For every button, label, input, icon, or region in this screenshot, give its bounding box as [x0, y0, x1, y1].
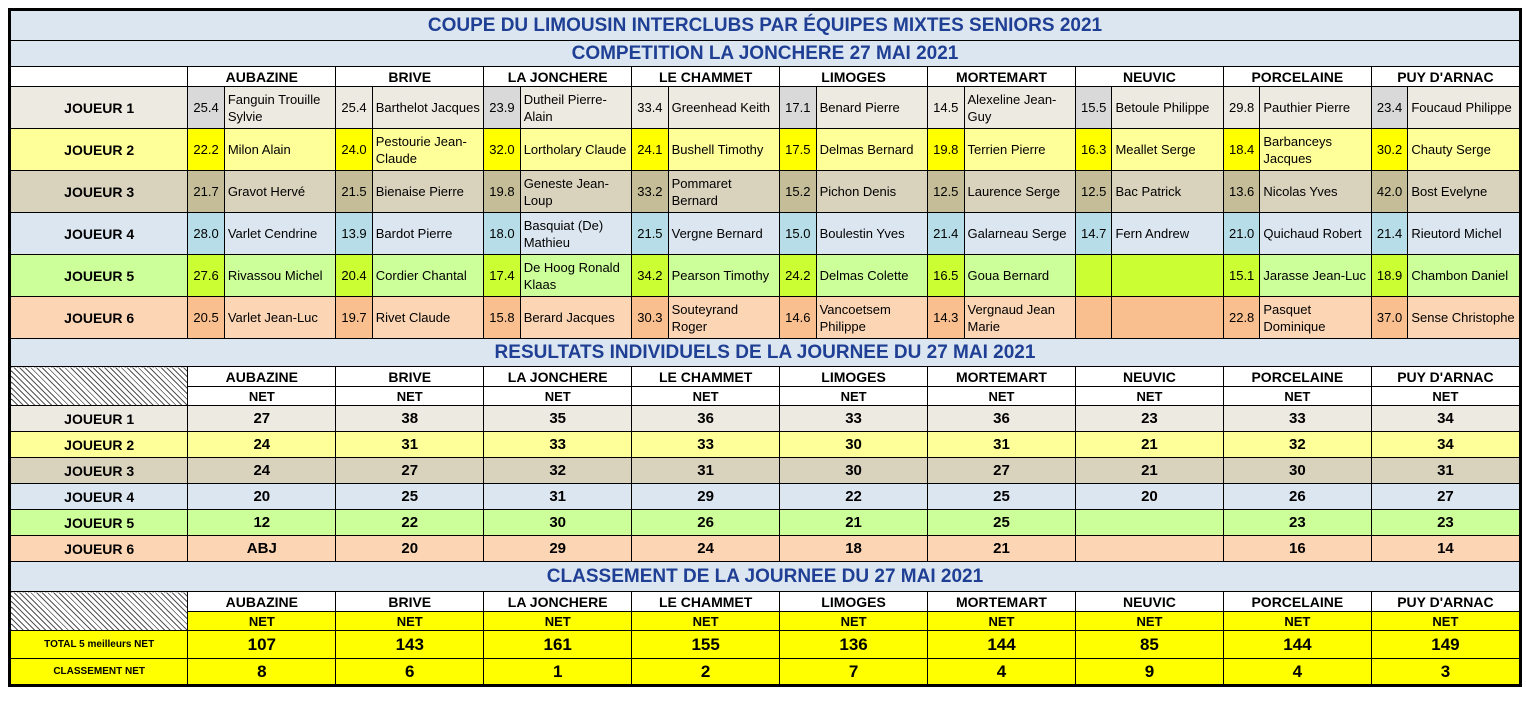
result-value: 22	[780, 484, 928, 510]
result-value: 33	[484, 432, 632, 458]
club-header: AUBAZINE	[188, 367, 336, 387]
result-value: 27	[1371, 484, 1519, 510]
result-value: 31	[336, 432, 484, 458]
player-label: JOUEUR 4	[11, 213, 188, 255]
player-name: Delmas Bernard	[816, 129, 927, 171]
club-header: BRIVE	[336, 67, 484, 87]
player-name: Vergne Bernard	[668, 213, 779, 255]
net-header: NET	[1371, 387, 1519, 406]
net-header: NET	[484, 387, 632, 406]
total-value: 149	[1371, 631, 1519, 659]
handicap-value: 21.0	[1223, 213, 1259, 255]
player-name: Pauthier Pierre	[1260, 87, 1371, 129]
club-header: PORCELAINE	[1223, 67, 1371, 87]
handicap-value: 14.5	[928, 87, 964, 129]
results-table	[10, 10, 1520, 685]
rank-value: 3	[1371, 659, 1519, 685]
handicap-value: 19.8	[928, 129, 964, 171]
player-name: Dutheil Pierre-Alain	[520, 87, 631, 129]
handicap-value: 18.4	[1223, 129, 1259, 171]
player-name: Vancoetsem Philippe	[816, 297, 927, 339]
result-value: 30	[780, 458, 928, 484]
net-header: NET	[1223, 612, 1371, 631]
player-label: JOUEUR 2	[11, 129, 188, 171]
handicap-value: 14.3	[928, 297, 964, 339]
rank-value: 4	[1223, 659, 1371, 685]
handicap-value: 34.2	[632, 255, 668, 297]
handicap-value: 17.5	[780, 129, 816, 171]
result-value: 30	[484, 510, 632, 536]
handicap-value: 15.0	[780, 213, 816, 255]
result-value: 25	[928, 510, 1076, 536]
result-value: 30	[780, 432, 928, 458]
rank-value: 1	[484, 659, 632, 685]
result-value: 33	[632, 432, 780, 458]
handicap-value: 17.4	[484, 255, 520, 297]
handicap-value: 15.5	[1075, 87, 1111, 129]
result-value: ABJ	[188, 536, 336, 562]
rank-value: 6	[336, 659, 484, 685]
club-header: NEUVIC	[1075, 367, 1223, 387]
handicap-value: 21.5	[632, 213, 668, 255]
handicap-value: 21.5	[336, 171, 372, 213]
handicap-value: 23.9	[484, 87, 520, 129]
player-name: Laurence Serge	[964, 171, 1075, 213]
handicap-value: 15.1	[1223, 255, 1259, 297]
net-header: NET	[336, 387, 484, 406]
result-value: 12	[188, 510, 336, 536]
club-header: LIMOGES	[780, 67, 928, 87]
result-value: 27	[928, 458, 1076, 484]
player-name: Fanguin Trouille Sylvie	[224, 87, 335, 129]
handicap-value: 28.0	[188, 213, 224, 255]
total-value: 143	[336, 631, 484, 659]
result-value: 33	[1223, 406, 1371, 432]
player-name: Cordier Chantal	[372, 255, 483, 297]
player-name: Gravot Hervé	[224, 171, 335, 213]
player-name: Foucaud Philippe	[1408, 87, 1520, 129]
net-header: NET	[928, 612, 1076, 631]
handicap-value: 17.1	[780, 87, 816, 129]
player-name: Bardot Pierre	[372, 213, 483, 255]
result-value: 26	[1223, 484, 1371, 510]
result-value: 26	[632, 510, 780, 536]
result-value: 30	[1223, 458, 1371, 484]
club-header: LE CHAMMET	[632, 367, 780, 387]
net-header: NET	[632, 387, 780, 406]
net-header: NET	[484, 612, 632, 631]
handicap-value: 14.7	[1075, 213, 1111, 255]
player-label: JOUEUR 3	[11, 458, 188, 484]
club-header: PUY D'ARNAC	[1371, 67, 1519, 87]
club-header: LE CHAMMET	[632, 67, 780, 87]
result-value: 20	[336, 536, 484, 562]
club-header: MORTEMART	[928, 67, 1076, 87]
total-value: 155	[632, 631, 780, 659]
club-header: PORCELAINE	[1223, 592, 1371, 612]
player-name: Milon Alain	[224, 129, 335, 171]
total-value: 107	[188, 631, 336, 659]
handicap-value: 18.0	[484, 213, 520, 255]
handicap-value: 25.4	[336, 87, 372, 129]
total-value: 85	[1075, 631, 1223, 659]
player-label: JOUEUR 2	[11, 432, 188, 458]
handicap-value: 20.4	[336, 255, 372, 297]
handicap-value: 33.2	[632, 171, 668, 213]
player-name: Bienaise Pierre	[372, 171, 483, 213]
handicap-value: 37.0	[1371, 297, 1407, 339]
net-header: NET	[188, 612, 336, 631]
result-value: 16	[1223, 536, 1371, 562]
result-value: 18	[780, 536, 928, 562]
club-header: LA JONCHERE	[484, 592, 632, 612]
player-name: Souteyrand Roger	[668, 297, 779, 339]
handicap-value: 24.0	[336, 129, 372, 171]
result-value: 32	[1223, 432, 1371, 458]
result-value: 23	[1075, 406, 1223, 432]
result-value: 23	[1371, 510, 1519, 536]
handicap-value: 21.4	[1371, 213, 1407, 255]
handicap-value: 24.2	[780, 255, 816, 297]
result-value: 29	[632, 484, 780, 510]
net-header: NET	[780, 612, 928, 631]
result-value: 21	[928, 536, 1076, 562]
player-name: Bac Patrick	[1112, 171, 1223, 213]
result-value: 20	[1075, 484, 1223, 510]
player-name: Lortholary Claude	[520, 129, 631, 171]
player-label: JOUEUR 5	[11, 510, 188, 536]
rank-value: 9	[1075, 659, 1223, 685]
player-name: Goua Bernard	[964, 255, 1075, 297]
total-label: TOTAL 5 meilleurs NET	[11, 631, 188, 659]
hatched-corner	[11, 367, 188, 406]
club-header: LIMOGES	[780, 592, 928, 612]
player-name: Rivet Claude	[372, 297, 483, 339]
player-name: Pestourie Jean-Claude	[372, 129, 483, 171]
player-name: De Hoog Ronald Klaas	[520, 255, 631, 297]
player-label: JOUEUR 4	[11, 484, 188, 510]
handicap-value: 14.6	[780, 297, 816, 339]
handicap-value: 21.7	[188, 171, 224, 213]
result-value: 21	[780, 510, 928, 536]
club-header: PUY D'ARNAC	[1371, 592, 1519, 612]
player-name: Rivassou Michel	[224, 255, 335, 297]
section-ranking-title: CLASSEMENT DE LA JOURNEE DU 27 MAI 2021	[11, 562, 1520, 592]
net-header: NET	[780, 387, 928, 406]
total-value: 161	[484, 631, 632, 659]
handicap-value: 30.3	[632, 297, 668, 339]
player-name: Varlet Jean-Luc	[224, 297, 335, 339]
club-header: NEUVIC	[1075, 67, 1223, 87]
rank-label: CLASSEMENT NET	[11, 659, 188, 685]
player-name: Berard Jacques	[520, 297, 631, 339]
hatched-corner	[11, 592, 188, 631]
handicap-value: 27.6	[188, 255, 224, 297]
player-name: Greenhead Keith	[668, 87, 779, 129]
handicap-value: 42.0	[1371, 171, 1407, 213]
net-header: NET	[1371, 612, 1519, 631]
club-header: LA JONCHERE	[484, 67, 632, 87]
handicap-value: 20.5	[188, 297, 224, 339]
handicap-value: 19.8	[484, 171, 520, 213]
result-value: 24	[632, 536, 780, 562]
handicap-value: 29.8	[1223, 87, 1259, 129]
player-name: Pichon Denis	[816, 171, 927, 213]
net-header: NET	[1075, 387, 1223, 406]
player-name: Delmas Colette	[816, 255, 927, 297]
result-value	[1075, 536, 1223, 562]
player-name: Boulestin Yves	[816, 213, 927, 255]
handicap-value: 22.2	[188, 129, 224, 171]
net-header: NET	[1075, 612, 1223, 631]
club-header: LIMOGES	[780, 367, 928, 387]
handicap-value: 25.4	[188, 87, 224, 129]
total-value: 144	[928, 631, 1076, 659]
player-name: Barbanceys Jacques	[1260, 129, 1371, 171]
result-value: 31	[632, 458, 780, 484]
player-name: Nicolas Yves	[1260, 171, 1371, 213]
handicap-value: 24.1	[632, 129, 668, 171]
net-header: NET	[632, 612, 780, 631]
result-value: 34	[1371, 432, 1519, 458]
result-value: 21	[1075, 458, 1223, 484]
handicap-value: 13.9	[336, 213, 372, 255]
result-value: 36	[928, 406, 1076, 432]
player-name: Terrien Pierre	[964, 129, 1075, 171]
rank-value: 7	[780, 659, 928, 685]
result-value: 20	[188, 484, 336, 510]
total-value: 144	[1223, 631, 1371, 659]
club-header: AUBAZINE	[188, 67, 336, 87]
club-header: BRIVE	[336, 367, 484, 387]
player-label: JOUEUR 1	[11, 406, 188, 432]
club-header: NEUVIC	[1075, 592, 1223, 612]
handicap-value: 13.6	[1223, 171, 1259, 213]
result-value: 31	[484, 484, 632, 510]
handicap-value: 33.4	[632, 87, 668, 129]
handicap-value: 30.2	[1371, 129, 1407, 171]
club-header: PUY D'ARNAC	[1371, 367, 1519, 387]
handicap-value: 19.7	[336, 297, 372, 339]
player-name: Galarneau Serge	[964, 213, 1075, 255]
net-header: NET	[928, 387, 1076, 406]
net-header: NET	[1223, 387, 1371, 406]
handicap-value: 15.8	[484, 297, 520, 339]
result-value: 31	[1371, 458, 1519, 484]
result-value: 29	[484, 536, 632, 562]
handicap-value: 12.5	[928, 171, 964, 213]
section-individual-title: RESULTATS INDIVIDUELS DE LA JOURNEE DU 27 MAI 2021	[11, 339, 1520, 367]
result-value: 24	[188, 458, 336, 484]
page-title: COUPE DU LIMOUSIN INTERCLUBS PAR ÉQUIPES MIXTES SENIORS 2021	[11, 11, 1520, 41]
handicap-value: 16.3	[1075, 129, 1111, 171]
result-value: 25	[336, 484, 484, 510]
player-label: JOUEUR 6	[11, 297, 188, 339]
club-header: BRIVE	[336, 592, 484, 612]
result-value: 23	[1223, 510, 1371, 536]
player-label: JOUEUR 5	[11, 255, 188, 297]
net-header: NET	[188, 387, 336, 406]
player-name: Vergnaud Jean Marie	[964, 297, 1075, 339]
player-name: Bost Evelyne	[1408, 171, 1520, 213]
player-label: JOUEUR 3	[11, 171, 188, 213]
handicap-value: 32.0	[484, 129, 520, 171]
handicap-value: 22.8	[1223, 297, 1259, 339]
result-value: 14	[1371, 536, 1519, 562]
result-value: 24	[188, 432, 336, 458]
result-value: 32	[484, 458, 632, 484]
result-value: 25	[928, 484, 1076, 510]
player-name: Geneste Jean-Loup	[520, 171, 631, 213]
result-value: 33	[780, 406, 928, 432]
result-value: 27	[336, 458, 484, 484]
handicap-value: 21.4	[928, 213, 964, 255]
handicap-value: 16.5	[928, 255, 964, 297]
result-value: 38	[336, 406, 484, 432]
result-value	[1075, 510, 1223, 536]
player-name: Barthelot Jacques	[372, 87, 483, 129]
club-header: MORTEMART	[928, 592, 1076, 612]
club-header: MORTEMART	[928, 367, 1076, 387]
player-name: Chambon Daniel	[1408, 255, 1520, 297]
player-name: Pommaret Bernard	[668, 171, 779, 213]
player-name: Alexeline Jean-Guy	[964, 87, 1075, 129]
player-name: Jarasse Jean-Luc	[1260, 255, 1371, 297]
player-name: Basquiat (De) Mathieu	[520, 213, 631, 255]
result-value: 36	[632, 406, 780, 432]
result-value: 27	[188, 406, 336, 432]
player-name: Rieutord Michel	[1408, 213, 1520, 255]
handicap-value	[1075, 255, 1111, 297]
handicap-value: 18.9	[1371, 255, 1407, 297]
result-value: 21	[1075, 432, 1223, 458]
player-name	[1112, 297, 1223, 339]
player-name: Sense Christophe	[1408, 297, 1520, 339]
corner-cell	[11, 67, 188, 87]
handicap-value	[1075, 297, 1111, 339]
net-header: NET	[336, 612, 484, 631]
handicap-value: 15.2	[780, 171, 816, 213]
rank-value: 4	[928, 659, 1076, 685]
player-name: Fern Andrew	[1112, 213, 1223, 255]
total-value: 136	[780, 631, 928, 659]
result-value: 31	[928, 432, 1076, 458]
rank-value: 8	[188, 659, 336, 685]
player-name: Pearson Timothy	[668, 255, 779, 297]
handicap-value: 23.4	[1371, 87, 1407, 129]
player-name	[1112, 255, 1223, 297]
club-header: AUBAZINE	[188, 592, 336, 612]
player-label: JOUEUR 6	[11, 536, 188, 562]
player-name: Pasquet Dominique	[1260, 297, 1371, 339]
player-name: Benard Pierre	[816, 87, 927, 129]
result-value: 22	[336, 510, 484, 536]
club-header: LE CHAMMET	[632, 592, 780, 612]
player-name: Quichaud Robert	[1260, 213, 1371, 255]
rank-value: 2	[632, 659, 780, 685]
player-label: JOUEUR 1	[11, 87, 188, 129]
competition-subtitle: COMPETITION LA JONCHERE 27 MAI 2021	[11, 41, 1520, 67]
player-name: Chauty Serge	[1408, 129, 1520, 171]
result-value: 34	[1371, 406, 1519, 432]
handicap-value: 12.5	[1075, 171, 1111, 213]
standings-sheet	[8, 8, 1522, 687]
player-name: Betoule Philippe	[1112, 87, 1223, 129]
player-name: Meallet Serge	[1112, 129, 1223, 171]
club-header: LA JONCHERE	[484, 367, 632, 387]
result-value: 35	[484, 406, 632, 432]
club-header: PORCELAINE	[1223, 367, 1371, 387]
player-name: Bushell Timothy	[668, 129, 779, 171]
player-name: Varlet Cendrine	[224, 213, 335, 255]
